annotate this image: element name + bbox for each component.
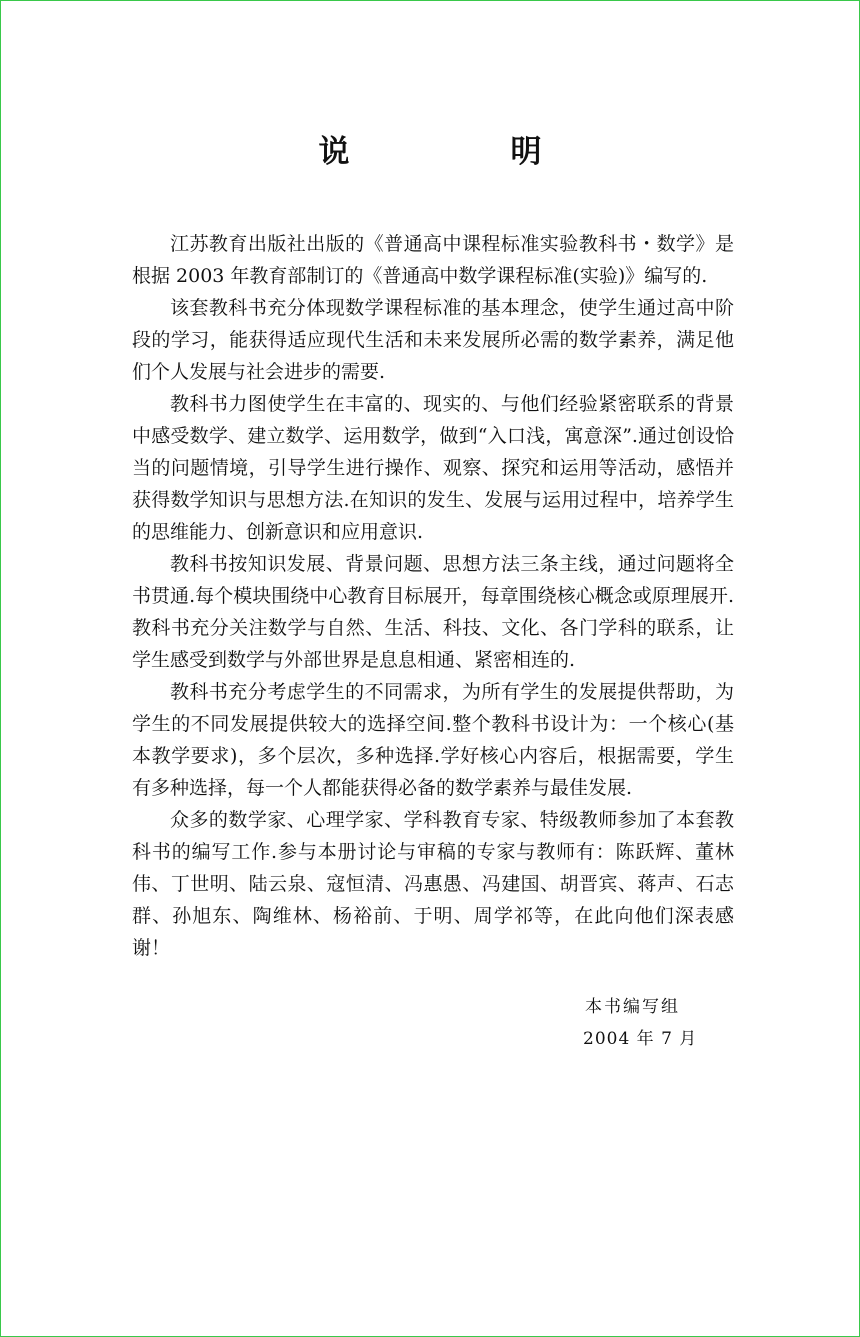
signature-date: 2004 年 7 月 [583,1029,698,1049]
paragraph-acknowledgements: 众多的数学家、心理学家、学科教育专家、特级教师参加了本套教科书的编写工作.参与本册讨论与审稿的专家与教师有：陈跃辉、董林伟、丁世明、陆云泉、寇恒清、冯惠愚、冯建国、胡晋宾、蒋声、石志群、孙旭东、陶维林、杨裕前、于明、周学祁等，在此向他们深表感谢！ [132,809,734,959]
body-text [132,228,734,964]
paragraph-intro: 江苏教育出版社出版的《普通高中课程标准实验教科书・数学》是根据 2003 年教育部制订的《普通高中数学课程标准(实验)》编写的. [132,233,734,287]
page-title: 说 明 [318,134,607,170]
paragraph-philosophy: 该套教科书充分体现数学课程标准的基本理念，使学生通过高中阶段的学习，能获得适应现代生活和未来发展所必需的数学素养，满足他们个人发展与社会进步的需要. [132,297,734,383]
paragraph-approach: 教科书力图使学生在丰富的、现实的、与他们经验紧密联系的背景中感受数学、建立数学、运用数学，做到“入口浅，寓意深”.通过创设恰当的问题情境，引导学生进行操作、观察、探究和运用等活动，感悟并获得数学知识与思想方法.在知识的发生、发展与运用过程中，培养学生的思维能力、创新意识和应用意识. [132,393,734,543]
signature [583,991,697,1055]
paragraph-differentiation: 教科书充分考虑学生的不同需求，为所有学生的发展提供帮助，为学生的不同发展提供较大的选择空间.整个教科书设计为：一个核心(基本教学要求)，多个层次，多种选择.学好核心内容后，根据需要，学生有多种选择，每一个人都能获得必备的数学素养与最佳发展. [132,681,734,799]
paragraph-structure: 教科书按知识发展、背景问题、思想方法三条主线，通过问题将全书贯通.每个模块围绕中心教育目标展开，每章围绕核心概念或原理展开.教科书充分关注数学与自然、生活、科技、文化、各门学科的联系，让学生感受到数学与外部世界是息息相通、紧密相连的. [132,553,734,671]
signature-author: 本书编写组 [585,997,680,1017]
